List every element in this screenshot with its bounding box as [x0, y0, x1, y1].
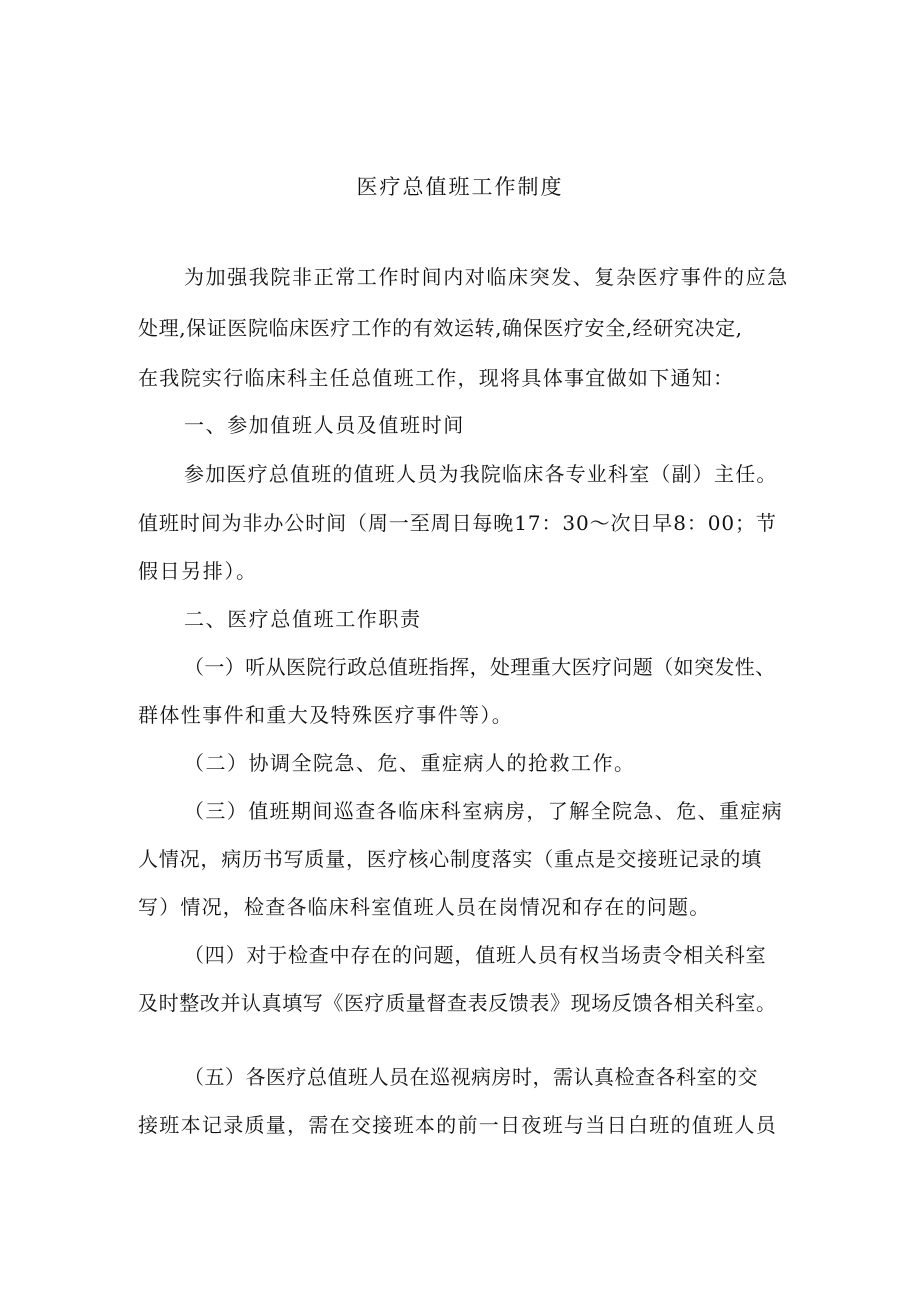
section-1-line-1: 参加医疗总值班的值班人员为我院临床各专业科室（副）主任。: [184, 462, 778, 486]
duty-4-line-1: （四）对于检查中存在的问题，值班人员有权当场责令相关科室: [184, 943, 767, 967]
duty-5-line-1: （五）各医疗总值班人员在巡视病房时，需认真检查各科室的交: [184, 1065, 758, 1089]
section-heading-1: 一、参加值班人员及值班时间: [184, 413, 465, 437]
intro-line-2: 处理,保证医院临床医疗工作的有效运转,确保医疗安全,经研究决定,: [138, 316, 743, 340]
intro-line-1: 为加强我院非正常工作时间内对临床突发、复杂医疗事件的应急: [184, 265, 789, 289]
duty-3-line-1: （三）值班期间巡查各临床科室病房，了解全院急、危、重症病: [184, 799, 784, 823]
duty-1-line-2: 群体性事件和重大及特殊医疗事件等）。: [138, 703, 514, 727]
document-title: 医疗总值班工作制度: [356, 175, 564, 199]
section-1-line-2: 值班时间为非办公时间（周一至周日每晚17：30～次日早8：00；节: [138, 511, 777, 535]
duty-4-line-2: 及时整改并认真填写《医疗质量督查表反馈表》现场反馈各相关科室。: [138, 991, 777, 1015]
duty-3-line-2: 人情况，病历书写质量，医疗核心制度落实（重点是交接班记录的填: [138, 847, 762, 871]
duty-5-line-2: 接班本记录质量，需在交接班本的前一日夜班与当日白班的值班人员: [138, 1113, 777, 1137]
duty-3-line-3: 写）情况，检查各临床科室值班人员在岗情况和存在的问题。: [138, 895, 711, 919]
duty-2-line-1: （二）协调全院急、危、重症病人的抢救工作。: [184, 751, 636, 775]
section-heading-2: 二、医疗总值班工作职责: [184, 607, 422, 631]
intro-line-3: 在我院实行临床科主任总值班工作，现将具体事宜做如下通知：: [138, 366, 735, 390]
duty-1-line-1: （一）听从医院行政总值班指挥，处理重大医疗问题（如突发性、: [184, 655, 776, 679]
section-1-line-3: 假日另排）。: [138, 559, 258, 583]
